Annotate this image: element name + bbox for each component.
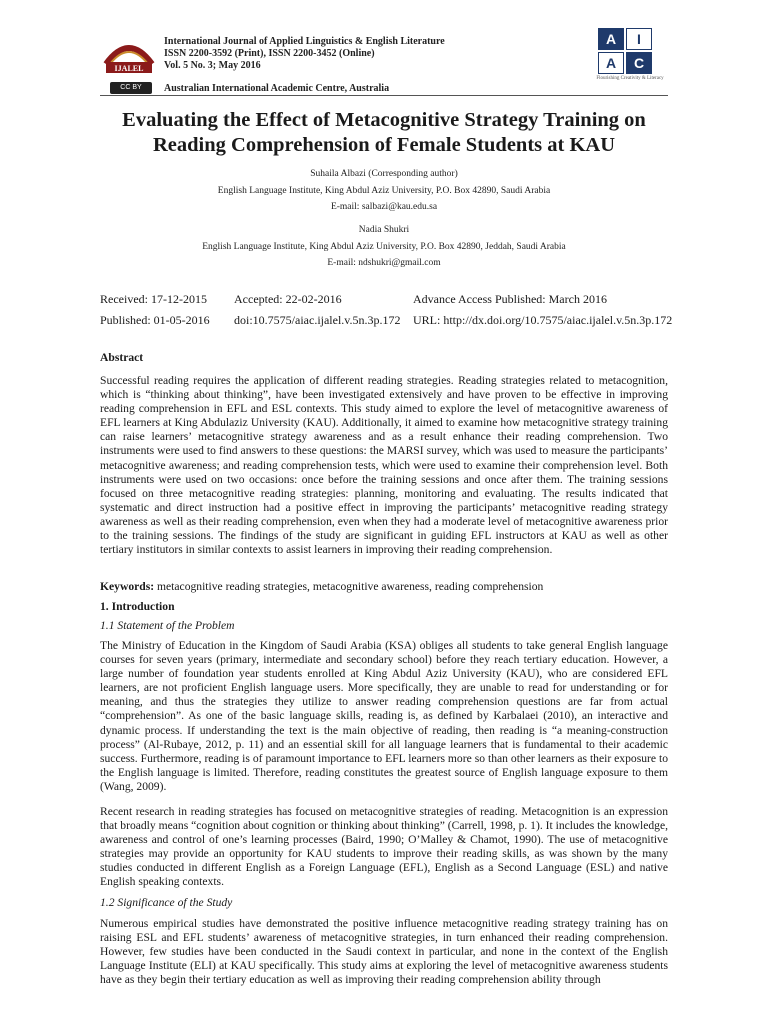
- aiac-letter: A: [598, 28, 624, 50]
- author-affiliation: English Language Institute, King Abdul Aziz University, P.O. Box 42890, Jeddah, Saudi Arabia: [202, 241, 566, 252]
- journal-issn: ISSN 2200-3592 (Print), ISSN 2200-3452 (Online): [164, 48, 375, 59]
- journal-header: [100, 32, 670, 94]
- author-email[interactable]: E-mail: ndshukri@gmail.com: [327, 258, 441, 268]
- intro-paragraph-1: The Ministry of Education in the Kingdom of Saudi Arabia (KSA) obliges all students to take general English language courses for seven years (primary, intermediate and secondary school) before they reach tertiary education. However, a large number of foundation year students enrolled at King Abdul Aziz University (KAU), who are considered EFL learners, are not proficient English language users. More specifically, they are unable to read for understanding or for meaning, and thus the strategies they utilize to answer reading comprehension questions are far from actual “comprehension”. As one of the basic language skills, reading is, as defined by Karbalaei (2010), an interactive and dynamic process. If understanding the text is the main objective of reading, then reading is “a meaning-construction process” (Al-Rubaye, 2012, p. 11) and an essential skill for all language learners that is fundamental to their academic success. Furthermore, reading is of paramount importance to EFL learners more so than other learners as their exposure to the English language is limited. Therefore, reading constitutes the greatest source of English language exposure to them (Wang, 2009).: [100, 639, 668, 793]
- aiac-letter: I: [626, 28, 652, 50]
- subsection-heading-1-1: 1.1 Statement of the Problem: [100, 619, 235, 632]
- intro-paragraph-3: Numerous empirical studies have demonstrated the positive influence metacognitive reading strategy training has on raising ESL and EFL students’ awareness of metacognitive strategies, in turn enhanced their reading comprehension. However, few studies have been conducted in the Saudi context in particular, and none in the context of the English Language Institute (ELI) at KAU specifically. This study aims at exploring the level of metacognitive awareness students have as they begin their tertiary education as well as improving their reading comprehension ability through: [100, 917, 668, 987]
- author-block-1: [100, 166, 668, 216]
- doi-link[interactable]: doi:10.7575/aiac.ijalel.v.5n.3p.172: [234, 313, 401, 327]
- ijalel-logo: [100, 34, 158, 76]
- author-email[interactable]: E-mail: salbazi@kau.edu.sa: [330, 202, 438, 212]
- journal-info: [164, 36, 445, 72]
- header-divider: [100, 95, 668, 96]
- keywords-label: Keywords:: [100, 580, 155, 593]
- aiac-letter: C: [626, 52, 652, 74]
- publication-dates: [100, 289, 673, 331]
- advance-access-date: Advance Access Published: March 2016: [413, 292, 607, 306]
- author-name: Suhaila Albazi (Corresponding author): [310, 169, 458, 179]
- accepted-date: Accepted: 22-02-2016: [234, 292, 342, 306]
- keywords: [100, 580, 668, 594]
- abstract-heading: Abstract: [100, 351, 144, 364]
- dates-row-1: [100, 289, 668, 310]
- author-name: Nadia Shukri: [358, 225, 410, 235]
- title-line: Evaluating the Effect of Metacognitive Strategy Training on: [122, 109, 646, 131]
- title-line: Reading Comprehension of Female Students at KAU: [152, 134, 616, 156]
- aiac-tagline: Flourishing Creativity & Literacy: [596, 76, 664, 81]
- publisher-name: Australian International Academic Centre, Australia: [164, 83, 390, 94]
- journal-name: International Journal of Applied Linguistics & English Literature: [164, 36, 445, 47]
- subsection-heading-1-2: 1.2 Significance of the Study: [100, 896, 233, 909]
- author-affiliation: English Language Institute, King Abdul Aziz University, P.O. Box 42890, Saudi Arabia: [217, 185, 551, 196]
- aiac-letter: A: [598, 52, 624, 74]
- author-block-2: [100, 222, 668, 272]
- article-title: [100, 108, 668, 158]
- intro-paragraph-2: Recent research in reading strategies has focused on metacognitive strategies of reading. Metacognition is an expression that broadly means “cognition about cognition or thinking about thinking” (Carrell, 1998, p. 1). It includes the knowledge, awareness and control of one’s learning processes (Baird, 1990; O’Malley & Chamot, 1990). The use of metacognitive strategies may provide an opportunity for KAU students to improve their reading skills, as was shown by the many studies conducted in different English as a Foreign Language (EFL), English as a Second Language (ESL) and native English speaking contexts.: [100, 805, 668, 889]
- intro-heading: 1. Introduction: [100, 600, 175, 613]
- svg-text:IJALEL: IJALEL: [114, 64, 144, 73]
- cc-license-badge[interactable]: CC BY: [110, 82, 152, 94]
- dates-row-2: [100, 310, 673, 331]
- published-date: Published: 01-05-2016: [100, 313, 210, 327]
- journal-volume: Vol. 5 No. 3; May 2016: [164, 60, 261, 71]
- aiac-logo: [594, 28, 668, 84]
- received-date: Received: 17-12-2015: [100, 292, 207, 306]
- keywords-text: metacognitive reading strategies, metacognitive awareness, reading comprehension: [157, 580, 544, 593]
- url-link[interactable]: URL: http://dx.doi.org/10.7575/aiac.ijalel.v.5n.3p.172: [413, 313, 673, 327]
- abstract-text: Successful reading requires the application of different reading strategies. Reading strategies related to metacognition, which is “thinking about thinking”, have been investigated extensively and have proven to be effective in improving reading comprehension in EFL and ESL contexts. This study aimed to explore the level of metacognitive awareness of EFL learners at King Abdulaziz University (KAU). Additionally, it aimed to examine how metacognitive strategy training can raise learners’ metacognitive strategy awareness and as a result enhance their reading comprehension. Two instruments were used to find answers to these questions: the MARSI survey, which was used to measure the participants’ metacognitive awareness; and reading comprehension tests, which were used to examine their comprehension level. Both instruments were used on two occasions: once before the training sessions and once after them. The training sessions focused on three metacognitive reading strategies: planning, monitoring and evaluating. The results indicated that systematic and direct instruction had a positive effect in improving the participants’ metacognitive reading strategy awareness as well as their reading comprehension, even when they had a moderate level of metacognitive awareness prior to the training sessions. The findings of the study are significant in guiding EFL instructors at KAU as well as other tertiary institutors in similar contexts to assist learners in improving their reading comprehension.: [100, 374, 668, 557]
